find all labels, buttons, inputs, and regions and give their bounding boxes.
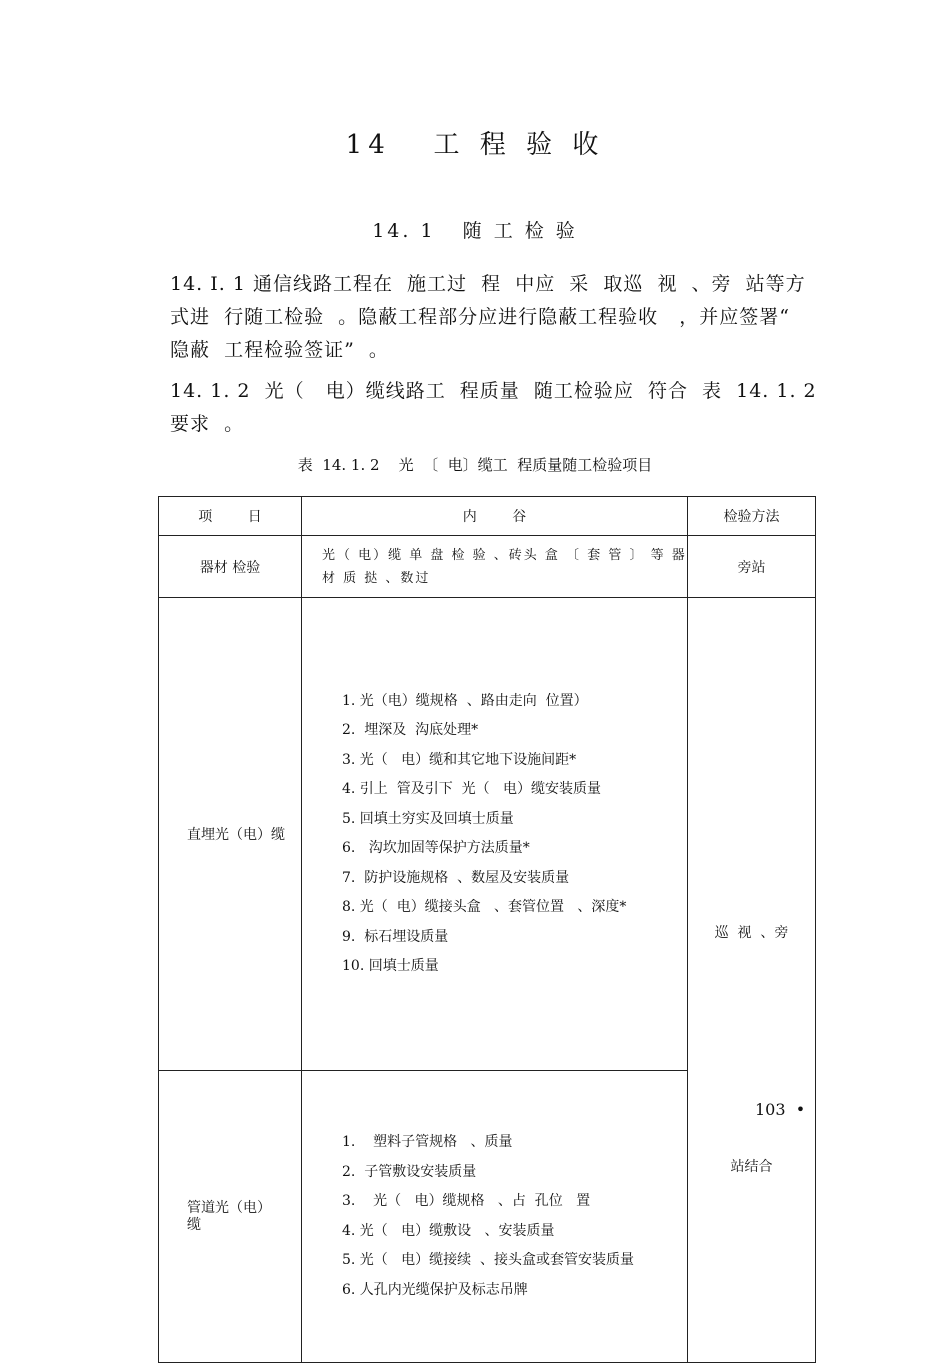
direct-buried-items-cell <box>302 598 688 1071</box>
merged-method-cell <box>688 598 816 1363</box>
duct-label-cell <box>159 1071 302 1363</box>
method-line-2: 站结合 <box>730 1159 773 1175</box>
table-header-row <box>159 497 816 536</box>
header-method: 检验方法 <box>688 497 816 536</box>
table-caption: 表 14. 1. 2 光 〔 电〕缆工 程质量随工检验项目 <box>297 456 653 474</box>
inspection-table <box>158 496 816 1363</box>
list-item: 6. 人孔内光缆保护及标志吊牌 <box>342 1281 528 1298</box>
header-content: 内 谷 <box>302 497 688 536</box>
list-item: 9. 标石埋设质量 <box>342 928 449 945</box>
page-number: 103 • <box>755 1100 806 1119</box>
list-item: 3. 光（ 电）缆规格 、占 孔位 置 <box>342 1193 591 1210</box>
duct-items <box>302 1122 687 1311</box>
duct-items-cell <box>302 1071 688 1363</box>
material-method: 旁站 <box>688 536 816 598</box>
list-item: 4. 引上 管及引下 光（ 电）缆安装质量 <box>342 781 601 798</box>
section-title: 14. 1 随 工 检 验 <box>372 220 578 242</box>
list-item: 2. 子管敷设安装质量 <box>342 1163 477 1180</box>
list-item: 6. 沟坎加固等保护方法质量* <box>342 840 530 857</box>
list-item: 5. 光（ 电）缆接续 、接头盒或套管安装质量 <box>342 1252 635 1269</box>
chapter-title: 14 工 程 验 收 <box>345 130 605 160</box>
direct-buried-label-cell <box>159 598 302 1071</box>
method-line-1: 巡 视 、旁 <box>714 925 789 941</box>
list-item: 4. 光（ 电）缆敷设 、安装质量 <box>342 1222 555 1239</box>
list-item: 2. 埋深及 沟底处理* <box>342 722 479 739</box>
list-item: 8. 光（ 电）缆接头盒 、套管位置 、深度* <box>342 899 627 916</box>
material-item: 器材 检验 <box>159 536 302 598</box>
direct-buried-label: 直埋光（电）缆 <box>187 827 285 844</box>
header-item: 项 日 <box>159 497 302 536</box>
list-item: 1. 光（电）缆规格 、路由走向 位置） <box>342 692 588 709</box>
list-item: 10. 回填士质量 <box>342 958 439 975</box>
material-content: 光（ 电）缆 单 盘 检 验 、砖头 盒 〔 套 管 〕 等 器 材 质 挞 、数过 <box>302 536 688 598</box>
duct-label: 管道光（电）缆 <box>187 1199 271 1233</box>
table-row-direct-buried <box>159 598 816 1071</box>
list-item: 5. 回填土穷实及回填士质量 <box>342 810 514 827</box>
list-item: 1. 塑料子管规格 、质量 <box>342 1134 513 1151</box>
table-row-material <box>159 536 816 598</box>
list-item: 3. 光（ 电）缆和其它地下设施间距* <box>342 751 577 768</box>
list-item: 7. 防护设施规格 、数屋及安装质量 <box>342 869 570 886</box>
paragraph-14-1-2: 14. 1. 2 光（ 电）缆线路工 程质量 随工检验应 符合 表 14. 1. 2 要求 。 <box>170 380 824 435</box>
paragraph-14-1-1: 14. I. 1 通信线路工程在 施工过 程 中应 采 取巡 视 、旁 站等方 式进 行随工检验 。隐蔽工程部分应进行隐蔽工程验收 ，并应签署“ 隐蔽 工程检验签证” 。 <box>170 273 820 361</box>
direct-buried-items <box>302 681 687 988</box>
